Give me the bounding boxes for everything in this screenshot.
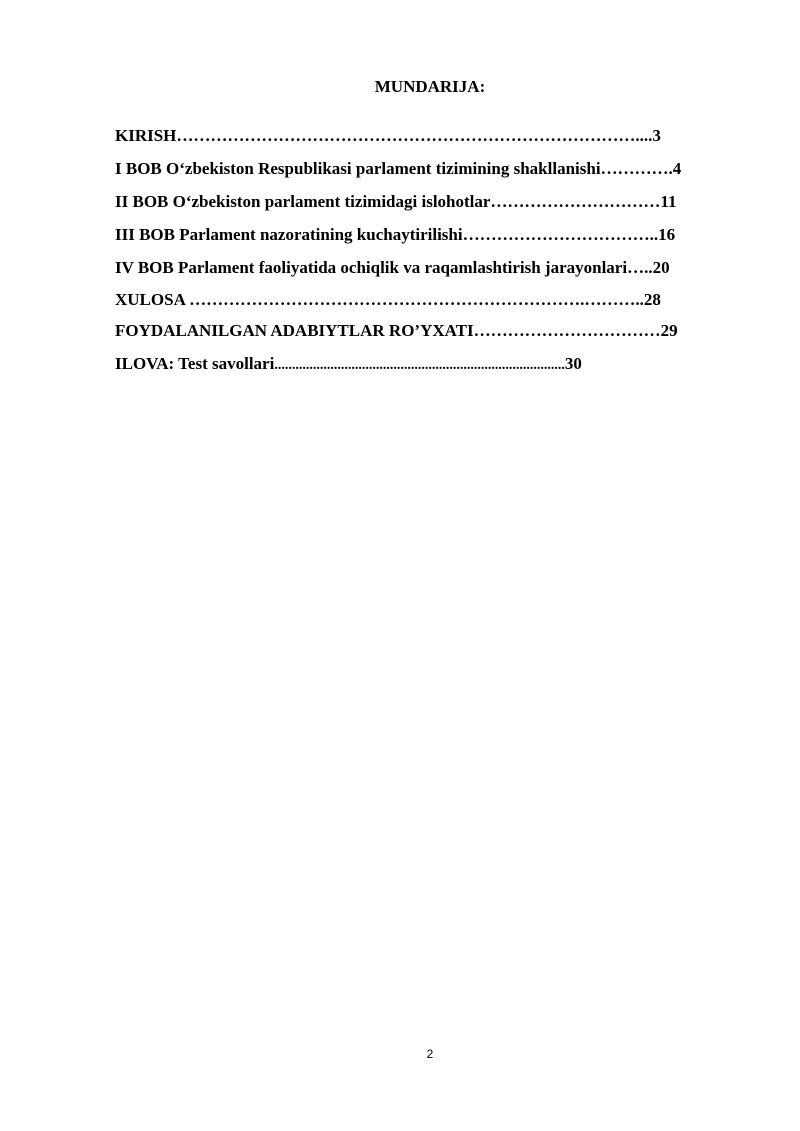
toc-entry-ilova-label: ILOVA: Test savollari (115, 354, 275, 373)
toc-title: MUNDARIJA: (374, 77, 486, 96)
toc-entry-kirish: KIRISH………………………………………………………………………....3 (115, 126, 661, 145)
page-number: 2 (426, 1047, 434, 1061)
toc-entry-ilova (115, 354, 582, 376)
toc-entry-chapter-2: II BOB O‘zbekiston parlament tizimidagi islohotlar…………………………11 (115, 192, 677, 211)
toc-entry-references: FOYDALANILGAN ADABIYTLAR RO’YXATI……………………………29 (115, 321, 678, 340)
toc-entry-ilova-page: 30 (564, 354, 582, 373)
toc-entry-chapter-4: IV BOB Parlament faoliyatida ochiqlik va raqamlashtirish jarayonlari…..20 (115, 258, 670, 277)
toc-entry-xulosa: XULOSA …………………………………………………………….………..28 (115, 290, 661, 309)
toc-entry-chapter-1: I BOB O‘zbekiston Respublikasi parlament tizimining shakllanishi………….4 (115, 159, 682, 178)
toc-entry-chapter-3: III BOB Parlament nazoratining kuchaytirilishi……………………………..16 (115, 225, 676, 244)
toc-entry-ilova-dots: ................................................................................... (274, 358, 565, 373)
